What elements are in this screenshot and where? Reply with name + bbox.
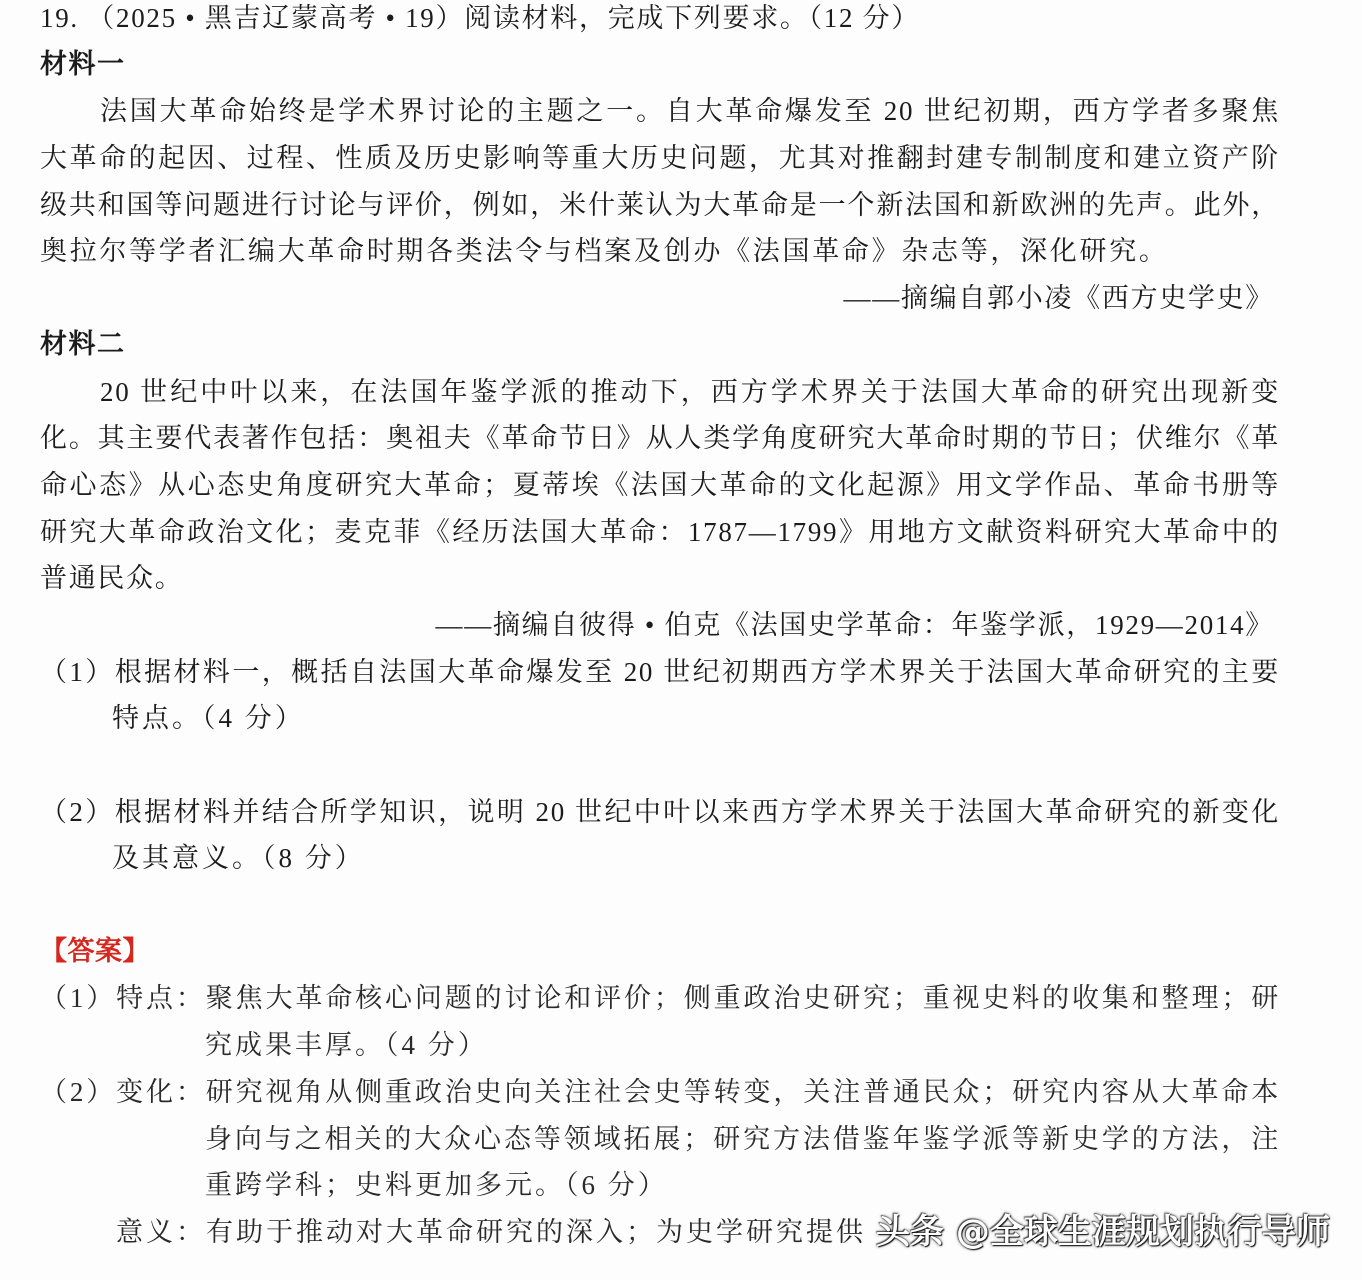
material-1-line: 级共和国等问题进行讨论与评价，例如，米什莱认为大革命是一个新法国和新欧洲的先声。此外， xyxy=(40,189,1280,220)
material-2-label: 材料二 xyxy=(40,328,126,360)
question-header: 19. （2025 • 黑吉辽蒙高考 • 19）阅读材料，完成下列要求。（12 分） xyxy=(40,3,921,33)
answer-section xyxy=(40,929,1280,1256)
material-1-line: 法国大革命始终是学术界讨论的主题之一。自大革命爆发至 20 世纪初期，西方学者多聚焦 xyxy=(100,96,1280,127)
material-1-line: 大革命的起因、过程、性质及历史影响等重大历史问题，尤其对推翻封建专制制度和建立资产阶 xyxy=(40,143,1280,174)
material-2-line: 命心态》从心态史角度研究大革命；夏蒂埃《法国大革命的文化起源》用文学作品、革命书册等 xyxy=(40,469,1280,500)
task-1 xyxy=(40,649,1280,742)
task-2-line: （2）根据材料并结合所学知识，说明 20 世纪中叶以来西方学术界关于法国大革命研究的新变化 xyxy=(40,796,1280,827)
answer-1-line: （1）特点：聚焦大革命核心问题的讨论和评价；侧重政治史研究；重视史料的收集和整理；研 xyxy=(40,983,1280,1014)
task-2 xyxy=(40,789,1280,882)
exam-document xyxy=(40,0,1280,1256)
material-2-line: 化。其主要代表著作包括：奥祖夫《革命节日》从人类学角度研究大革命时期的节日；伏维尔《革 xyxy=(40,423,1280,454)
material-2-line: 20 世纪中叶以来，在法国年鉴学派的推动下，西方学术界关于法国大革命的研究出现新变 xyxy=(100,376,1280,407)
answer-significance-line: 意义：有助于推动对大革命研究的深入；为史学研究提供 xyxy=(116,1216,866,1247)
material-2 xyxy=(40,322,1280,649)
task-2-line: 及其意义。（8 分） xyxy=(112,843,365,874)
material-2-source: ——摘编自彼得 • 伯克《法国史学革命：年鉴学派，1929—2014》 xyxy=(435,609,1274,640)
spacer xyxy=(40,742,1280,789)
material-1-line: 奥拉尔等学者汇编大革命时期各类法令与档案及创办《法国革命》杂志等，深化研究。 xyxy=(40,236,1169,267)
material-1-label: 材料一 xyxy=(40,48,126,80)
task-1-line: （1）根据材料一，概括自法国大革命爆发至 20 世纪初期西方学术界关于法国大革命研究的主要 xyxy=(40,656,1280,687)
material-1 xyxy=(40,42,1280,322)
answer-1-line: 究成果丰厚。（4 分） xyxy=(205,1030,488,1061)
answer-2-line: 重跨学科；史料更加多元。（6 分） xyxy=(205,1170,668,1201)
material-2-line: 普通民众。 xyxy=(40,563,184,594)
answer-2-line: （2）变化：研究视角从侧重政治史向关注社会史等转变，关注普通民众；研究内容从大革命本 xyxy=(40,1076,1280,1107)
material-2-line: 研究大革命政治文化；麦克菲《经历法国大革命：1787—1799》用地方文献资料研究大革命中的 xyxy=(40,516,1280,547)
material-1-source: ——摘编自郭小凌《西方史学史》 xyxy=(843,283,1274,314)
task-1-line: 特点。（4 分） xyxy=(112,703,305,734)
answer-label: 【答案】 xyxy=(40,935,150,967)
answer-2-line: 身向与之相关的大众心态等领域拓展；研究方法借鉴年鉴学派等新史学的方法，注 xyxy=(205,1123,1280,1154)
spacer xyxy=(40,882,1280,929)
watermark: 头条 @全球生涯规划执行导师 xyxy=(876,1212,1330,1252)
